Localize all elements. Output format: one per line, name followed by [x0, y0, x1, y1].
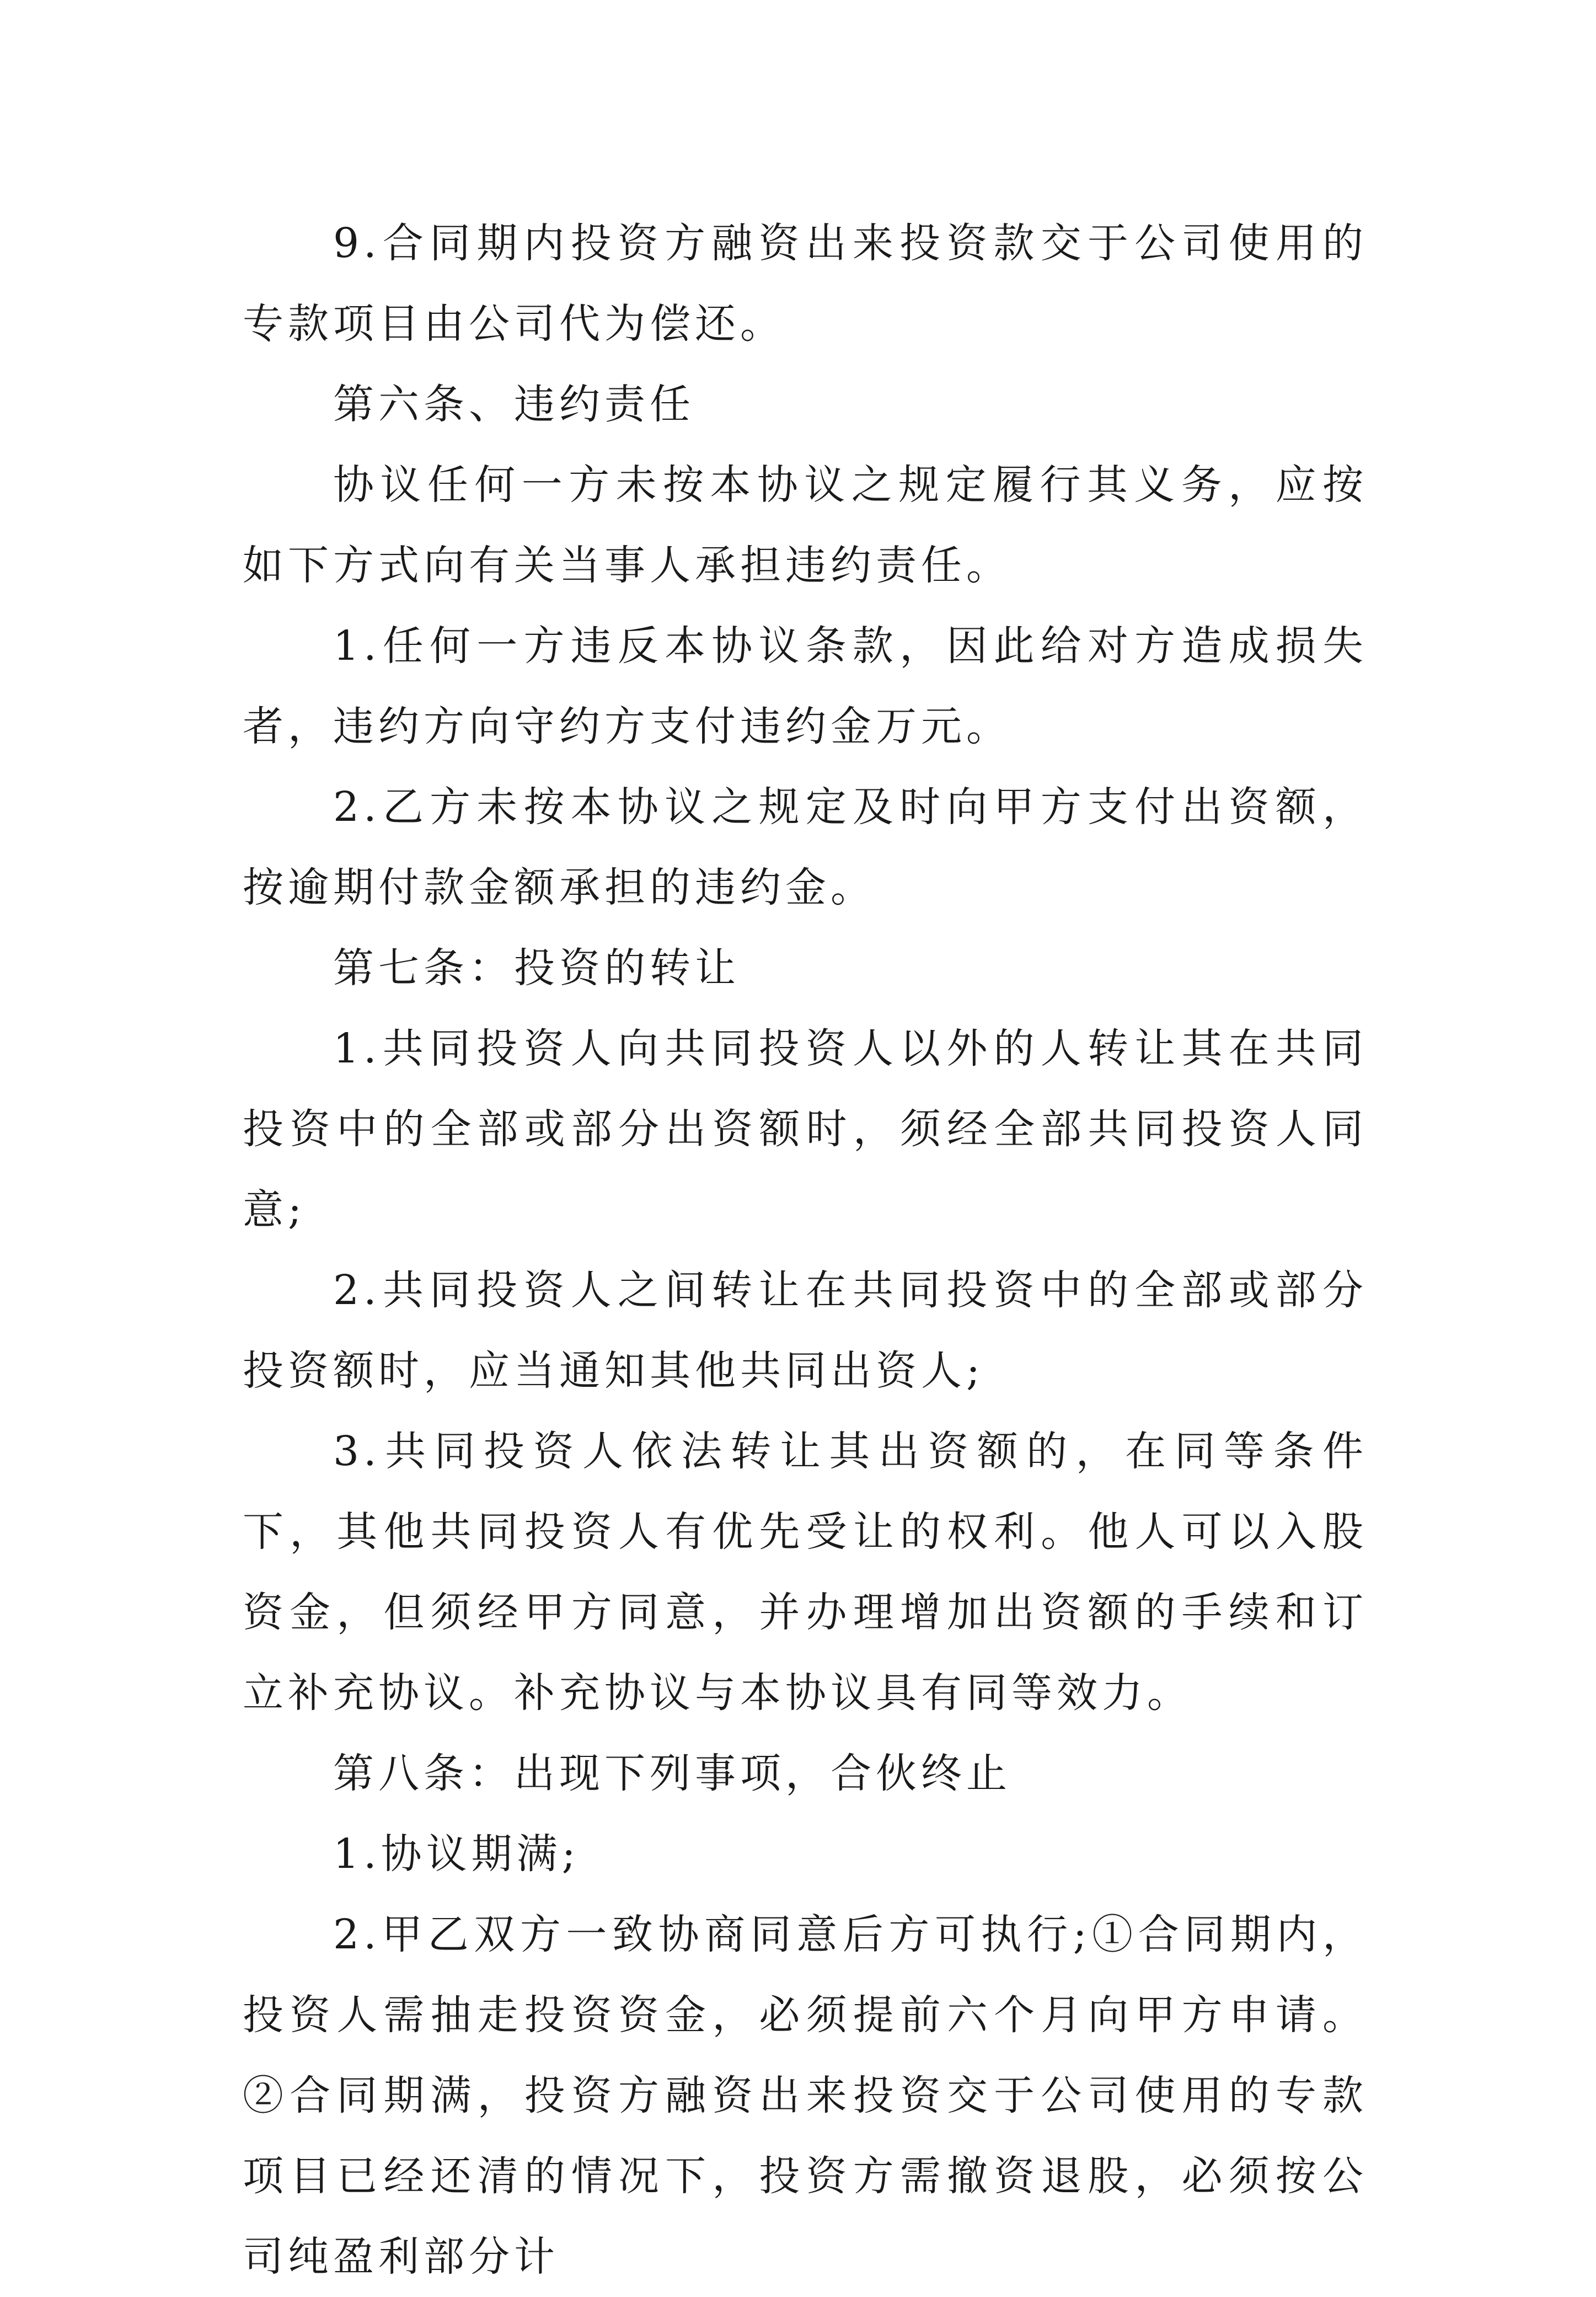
paragraph-clause-9-repayment: 9.合同期内投资方融资出来投资款交于公司使用的专款项目由公司代为偿还。 [243, 220, 1368, 348]
paragraph-transfer-item-1: 1.共同投资人向共同投资人以外的人转让其在共同投资中的全部或部分出资额时，须经全部共同投资人同意; [243, 1025, 1368, 1233]
paragraph-termination-item-1: 1.协议期满; [333, 1830, 580, 1878]
document-body [243, 203, 1368, 2297]
heading-article-6-breach-liability: 第六条、违约责任 [333, 381, 695, 428]
paragraph-breach-intro: 协议任何一方未按本协议之规定履行其义务，应按如下方式向有关当事人承担违约责任。 [243, 461, 1368, 589]
paragraph-breach-item-2: 2.乙方未按本协议之规定及时向甲方支付出资额，按逾期付款金额承担的违约金。 [243, 783, 1368, 911]
paragraph-termination-item-2: 2.甲乙双方一致协商同意后方可执行;①合同期内，投资人需抽走投资资金，必须提前六个月向甲方申请。②合同期满，投资方融资出来投资交于公司使用的专款项目已经还清的情况下，投资方需撤资退股，必须按公司纯盈利部分计 [243, 1911, 1368, 2280]
paragraph-transfer-item-2: 2.共同投资人之间转让在共同投资中的全部或部分投资额时，应当通知其他共同出资人; [243, 1267, 1368, 1395]
paragraph-transfer-item-3: 3.共同投资人依法转让其出资额的，在同等条件下，其他共同投资人有优先受让的权利。他人可以入股资金，但须经甲方同意，并办理增加出资额的手续和订立补充协议。补充协议与本协议具有同等效力。 [243, 1428, 1368, 1717]
paragraph-breach-item-1: 1.任何一方违反本协议条款，因此给对方造成损失者，违约方向守约方支付违约金万元。 [243, 622, 1368, 750]
heading-article-8-termination: 第八条：出现下列事项，合伙终止 [333, 1750, 1011, 1797]
heading-article-7-investment-transfer: 第七条：投资的转让 [333, 944, 740, 992]
